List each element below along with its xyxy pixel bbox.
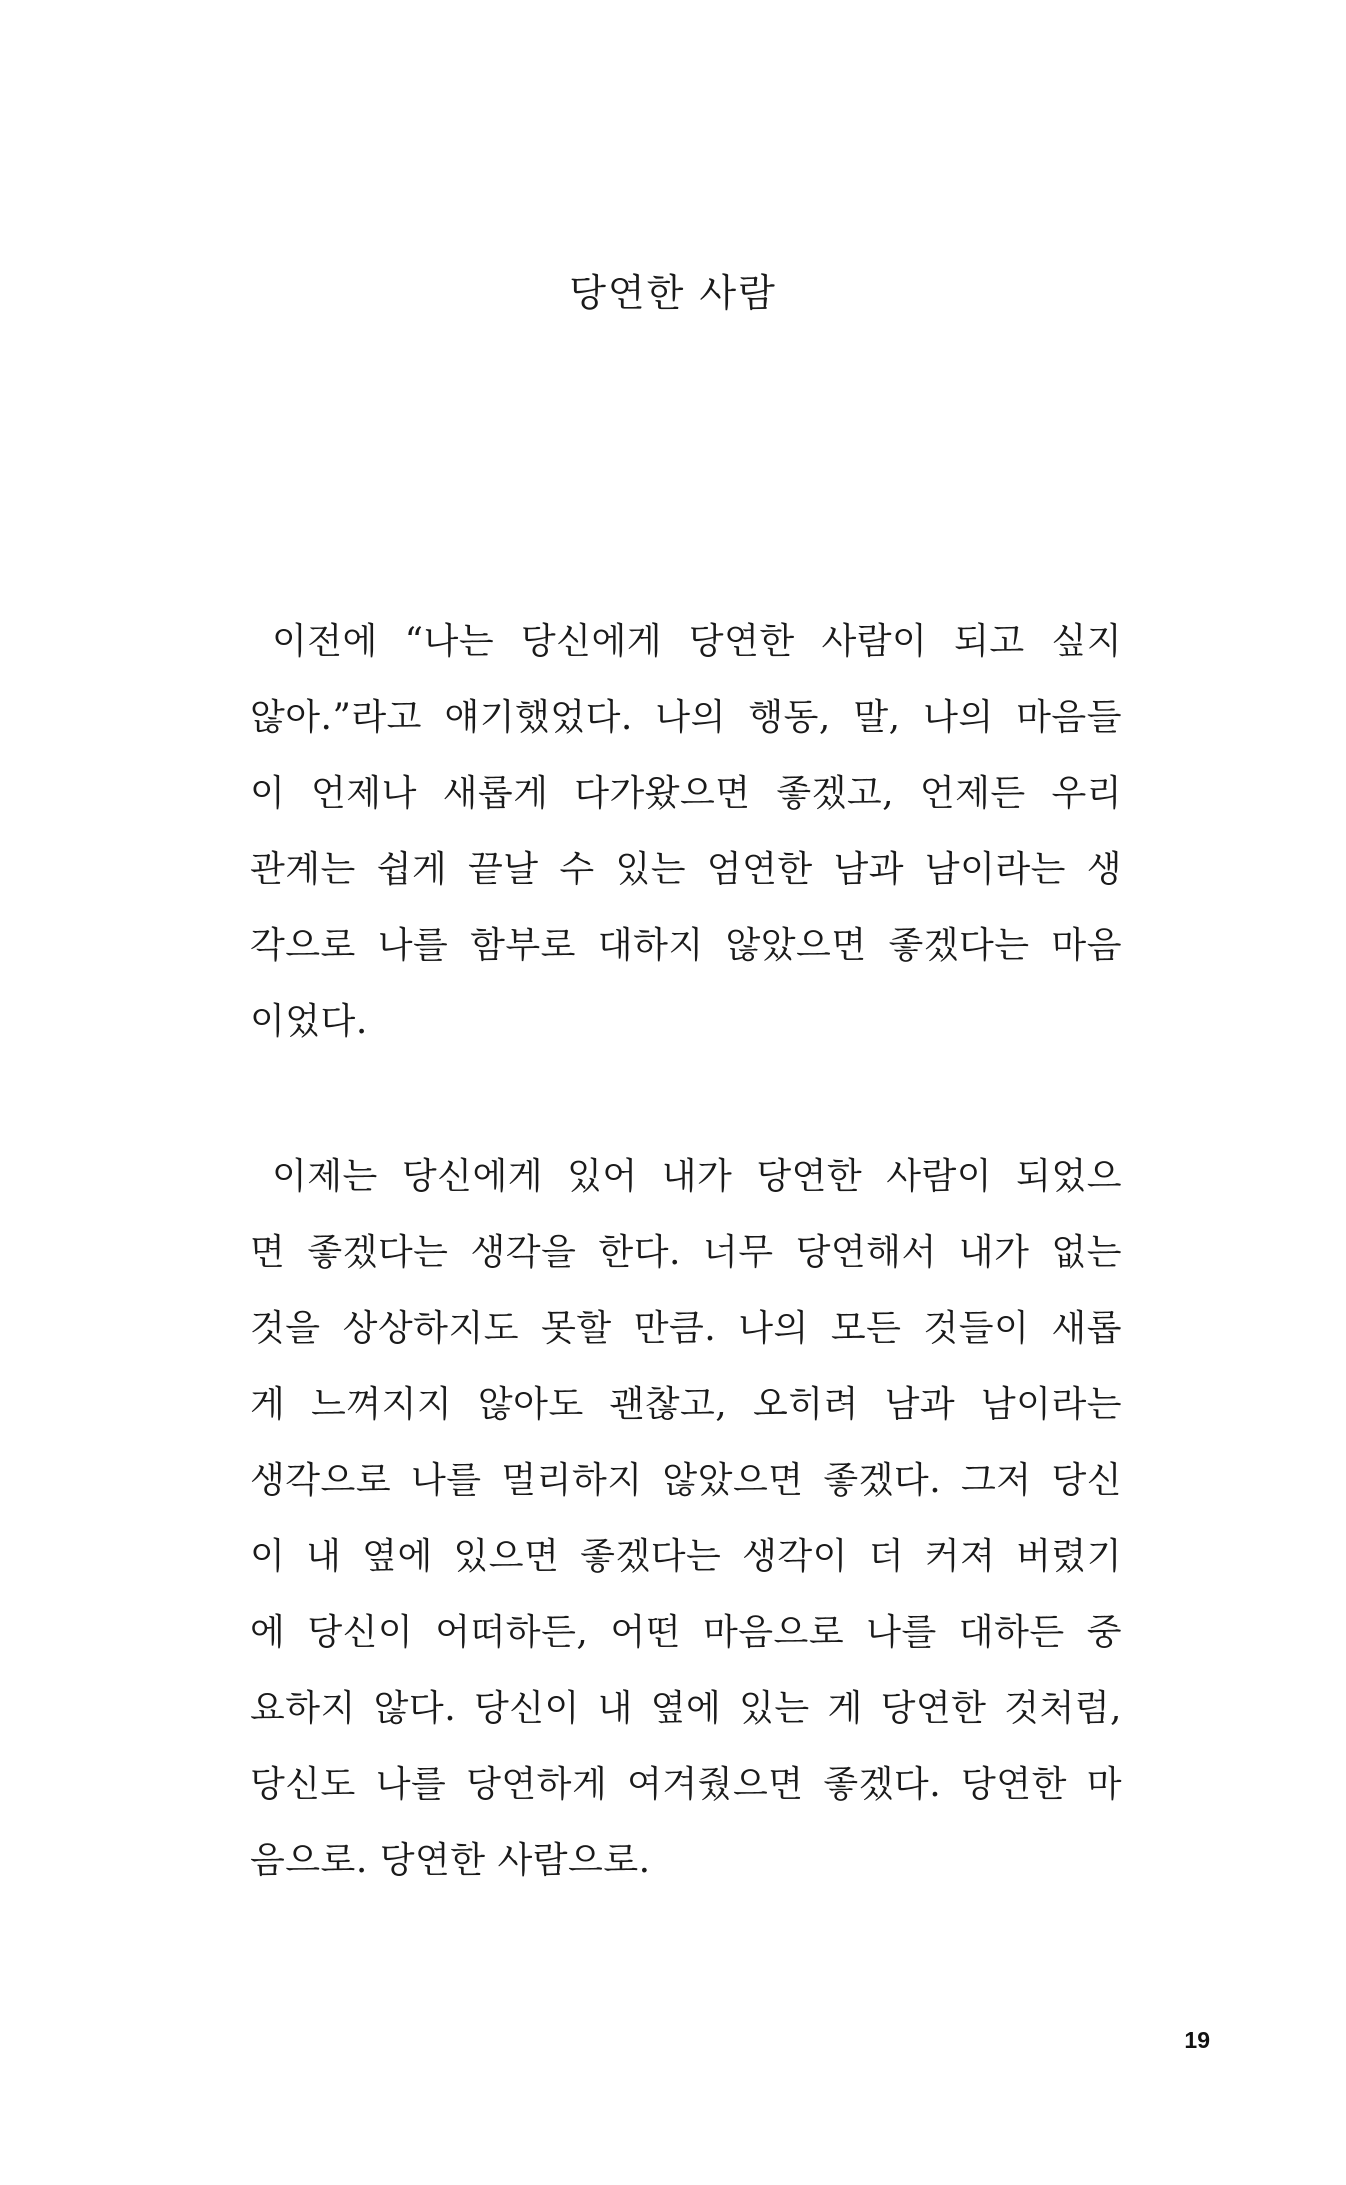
text-line: 않아.”라고 얘기했었다. 나의 행동, 말, 나의 마음들 <box>250 697 1122 738</box>
text-line: 당신도 나를 당연하게 여겨줬으면 좋겠다. 당연한 마 <box>250 1764 1122 1805</box>
text-line: 이 내 옆에 있으면 좋겠다는 생각이 더 커져 버렸기 <box>250 1536 1122 1577</box>
text-line: 이었다. <box>250 1001 368 1042</box>
text-line: 이제는 당신에게 있어 내가 당연한 사람이 되었으 <box>272 1156 1122 1197</box>
text-line: 각으로 나를 함부로 대하지 않았으면 좋겠다는 마음 <box>250 925 1122 966</box>
text-line: 요하지 않다. 당신이 내 옆에 있는 게 당연한 것처럼, <box>250 1688 1122 1729</box>
text-line: 관계는 쉽게 끝날 수 있는 엄연한 남과 남이라는 생 <box>250 849 1122 890</box>
text-line: 생각으로 나를 멀리하지 않았으면 좋겠다. 그저 당신 <box>250 1460 1122 1501</box>
chapter-title: 당연한 사람 <box>569 271 777 315</box>
text-line: 게 느껴지지 않아도 괜찮고, 오히려 남과 남이라는 <box>250 1384 1122 1425</box>
text-line: 에 당신이 어떠하든, 어떤 마음으로 나를 대하든 중 <box>250 1612 1122 1653</box>
text-line: 이전에 “나는 당신에게 당연한 사람이 되고 싶지 <box>272 621 1122 662</box>
text-line: 이 언제나 새롭게 다가왔으면 좋겠고, 언제든 우리 <box>250 773 1122 814</box>
page-number: 19 <box>1184 2027 1210 2053</box>
text-line: 면 좋겠다는 생각을 한다. 너무 당연해서 내가 없는 <box>250 1232 1122 1273</box>
text-line: 음으로. 당연한 사람으로. <box>250 1840 651 1881</box>
text-line: 것을 상상하지도 못할 만큼. 나의 모든 것들이 새롭 <box>250 1308 1122 1349</box>
